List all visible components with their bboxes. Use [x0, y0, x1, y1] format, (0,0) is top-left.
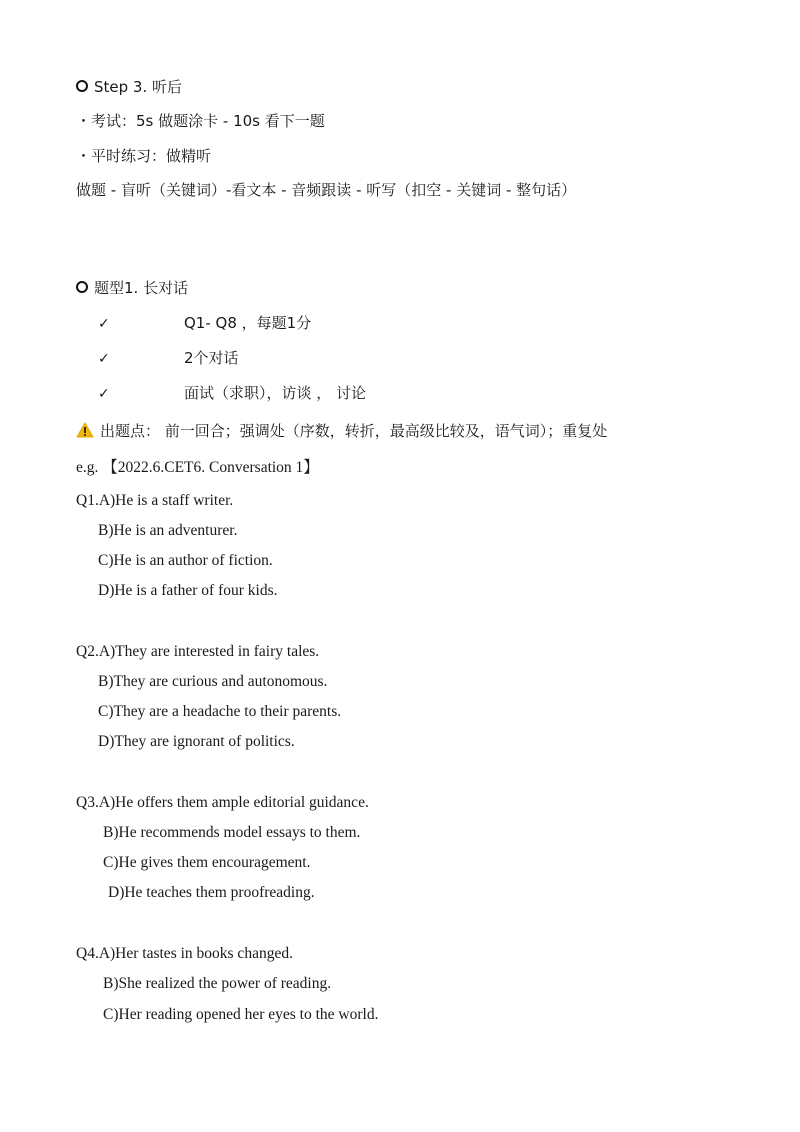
step3-heading-text: Step 3. 听后	[94, 78, 183, 96]
q3-option-d: D)He teaches them proofreading.	[108, 884, 315, 901]
checkmark-icon: ✓	[98, 386, 110, 402]
q2-option-b: B)They are curious and autonomous.	[98, 673, 328, 690]
q3-option-a: Q3.A)He offers them ample editorial guidance.	[76, 794, 369, 811]
step3-bullet-practice: ・平时练习：做精听	[76, 147, 212, 165]
q2-option-a: Q2.A)They are interested in fairy tales.	[76, 643, 320, 660]
step3-heading	[76, 77, 182, 97]
q4-option-b: B)She realized the power of reading.	[103, 975, 332, 992]
q1-option-a: Q1.A)He is a staff writer.	[76, 492, 234, 509]
circle-bullet-icon	[76, 80, 88, 92]
q3-option-c: C)He gives them encouragement.	[103, 854, 311, 871]
q1-option-d: D)He is a father of four kids.	[98, 582, 278, 599]
q4-option-c: C)Her reading opened her eyes to the world.	[103, 1006, 379, 1023]
circle-bullet-icon	[76, 281, 88, 293]
step3-process: 做题 - 盲听（关键词）-看文本 - 音频跟读 - 听写（扣空 - 关键词 - 整句话）	[76, 181, 577, 199]
check-item-count: 2个对话	[184, 349, 239, 367]
type1-heading-text: 题型1. 长对话	[94, 279, 189, 297]
warning-icon	[76, 422, 94, 438]
warning-text: 出题点： 前一回合；强调处（序数，转折，最高级比较及，语气词）；重复处	[100, 422, 608, 440]
q1-option-c: C)He is an author of fiction.	[98, 552, 273, 569]
checkmark-icon: ✓	[98, 351, 110, 367]
type1-heading	[76, 278, 188, 298]
check-item-score: Q1- Q8 ，每题1分	[184, 314, 312, 332]
warning-line	[76, 421, 607, 441]
q3-option-b: B)He recommends model essays to them.	[103, 824, 361, 841]
q1-option-b: B)He is an adventurer.	[98, 522, 238, 539]
check-item-topics: 面试（求职），访谈 ， 讨论	[184, 384, 367, 402]
q2-option-d: D)They are ignorant of politics.	[98, 733, 295, 750]
q4-option-a: Q4.A)Her tastes in books changed.	[76, 945, 293, 962]
checkmark-icon: ✓	[98, 316, 110, 332]
step3-bullet-exam: ・考试：5s 做题涂卡 - 10s 看下一题	[76, 112, 325, 130]
q2-option-c: C)They are a headache to their parents.	[98, 703, 342, 720]
example-label: e.g. 【2022.6.CET6. Conversation 1】	[76, 459, 319, 476]
